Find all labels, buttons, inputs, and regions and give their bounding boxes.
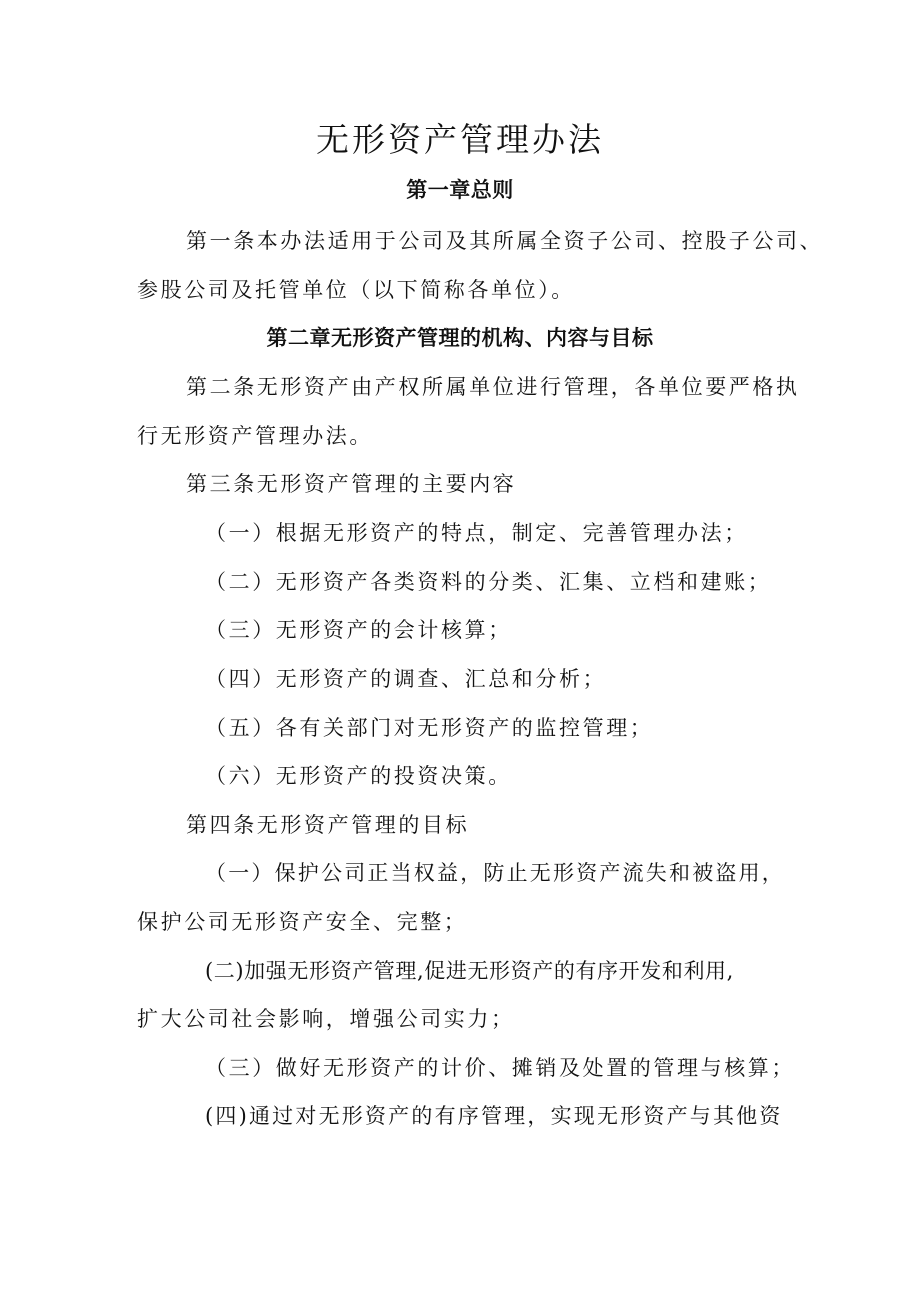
chapter-2-heading: 第二章无形资产管理的机构、内容与目标 xyxy=(266,326,654,350)
chapter-1-heading: 第一章总则 xyxy=(406,178,514,202)
article-3-item-5: （五）各有关部门对无形资产的监控管理； xyxy=(205,716,654,740)
article-4-title: 第四条无形资产管理的目标 xyxy=(186,813,470,837)
document-title: 无形资产管理办法 xyxy=(316,120,604,159)
article-4-item-2-line-2: 扩大公司社会影响，增强公司实力； xyxy=(137,1007,515,1031)
article-1-line-1: 第一条本办法适用于公司及其所属全资子公司、控股子公司、 xyxy=(186,229,824,253)
article-2-line-2: 行无形资产管理办法。 xyxy=(137,424,373,448)
article-3-title: 第三条无形资产管理的主要内容 xyxy=(186,472,517,496)
article-4-item-4-line-1: (四)通过对无形资产的有序管理，实现无形资产与其他资 xyxy=(205,1104,783,1128)
article-4-item-2-line-1: (二)加强无形资产管理,促进无形资产的有序开发和利用, xyxy=(205,959,734,983)
article-3-item-3: （三）无形资产的会计核算； xyxy=(205,618,512,642)
article-2-line-1: 第二条无形资产由产权所属单位进行管理，各单位要严格执 xyxy=(186,375,800,399)
article-4-item-1-line-1: （一）保护公司正当权益，防止无形资产流失和被盗用， xyxy=(205,861,785,885)
article-3-item-2: （二）无形资产各类资料的分类、汇集、立档和建账； xyxy=(205,570,772,594)
article-3-item-1: （一）根据无形资产的特点，制定、完善管理办法； xyxy=(205,521,748,545)
article-3-item-6: （六）无形资产的投资决策。 xyxy=(205,764,512,788)
article-4-item-3: （三）做好无形资产的计价、摊销及处置的管理与核算； xyxy=(205,1056,795,1080)
article-4-item-1-line-2: 保护公司无形资产安全、完整； xyxy=(137,910,468,934)
article-3-item-4: （四）无形资产的调查、汇总和分析； xyxy=(205,667,607,691)
article-1-line-2: 参股公司及托管单位（以下简称各单位）。 xyxy=(137,278,575,302)
